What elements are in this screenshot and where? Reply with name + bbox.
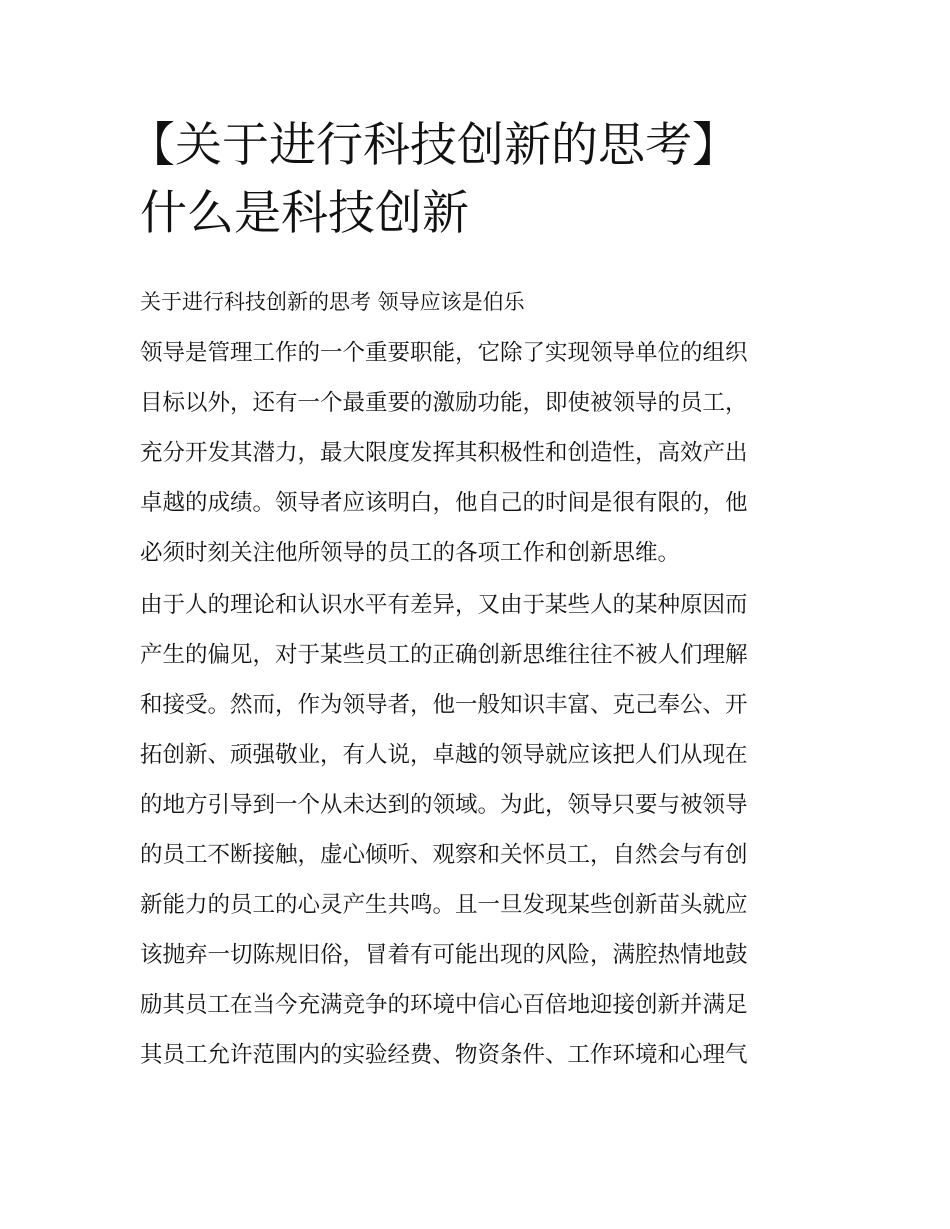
paragraph-line: 领导是管理工作的一个重要职能，它除了实现领导单位的组织 (140, 340, 748, 366)
paragraph-line: 拓创新、顽强敬业，有人说，卓越的领导就应该把人们从现在 (140, 742, 748, 768)
paragraph-line: 的员工不断接触，虚心倾听、观察和关怀员工，自然会与有创 (140, 842, 748, 868)
paragraph-line: 的地方引导到一个从未达到的领域。为此，领导只要与被领导 (140, 792, 748, 818)
paragraph-1 (140, 328, 820, 578)
document-title (128, 112, 830, 248)
paragraph-line: 该抛弃一切陈规旧俗，冒着有可能出现的风险，满腔热情地鼓 (140, 942, 748, 968)
paragraph-line: 新能力的员工的心灵产生共鸣。且一旦发现某些创新苗头就应 (140, 892, 748, 918)
document-subtitle: 关于进行科技创新的思考 领导应该是伯乐 (140, 290, 525, 314)
paragraph-line: 由于人的理论和认识水平有差异，又由于某些人的某种原因而 (140, 592, 748, 618)
paragraph-line: 励其员工在当今充满竞争的环境中信心百倍地迎接创新并满足 (140, 992, 748, 1018)
title-line-2: 什么是科技创新 (140, 186, 469, 241)
paragraph-line: 卓越的成绩。领导者应该明白，他自己的时间是很有限的，他 (140, 490, 748, 516)
paragraph-2 (140, 580, 820, 1080)
paragraph-line: 其员工允许范围内的实验经费、物资条件、工作环境和心理气 (140, 1042, 748, 1068)
paragraph-line: 产生的偏见，对于某些员工的正确创新思维往往不被人们理解 (140, 642, 748, 668)
title-line-1: 【关于进行科技创新的思考】 (128, 118, 739, 173)
paragraph-line: 充分开发其潜力，最大限度发挥其积极性和创造性，高效产出 (140, 440, 748, 466)
paragraph-line: 目标以外，还有一个最重要的激励功能，即使被领导的员工， (140, 390, 748, 416)
paragraph-line: 和接受。然而，作为领导者，他一般知识丰富、克己奉公、开 (140, 692, 748, 718)
paragraph-line: 必须时刻关注他所领导的员工的各项工作和创新思维。 (140, 540, 681, 566)
